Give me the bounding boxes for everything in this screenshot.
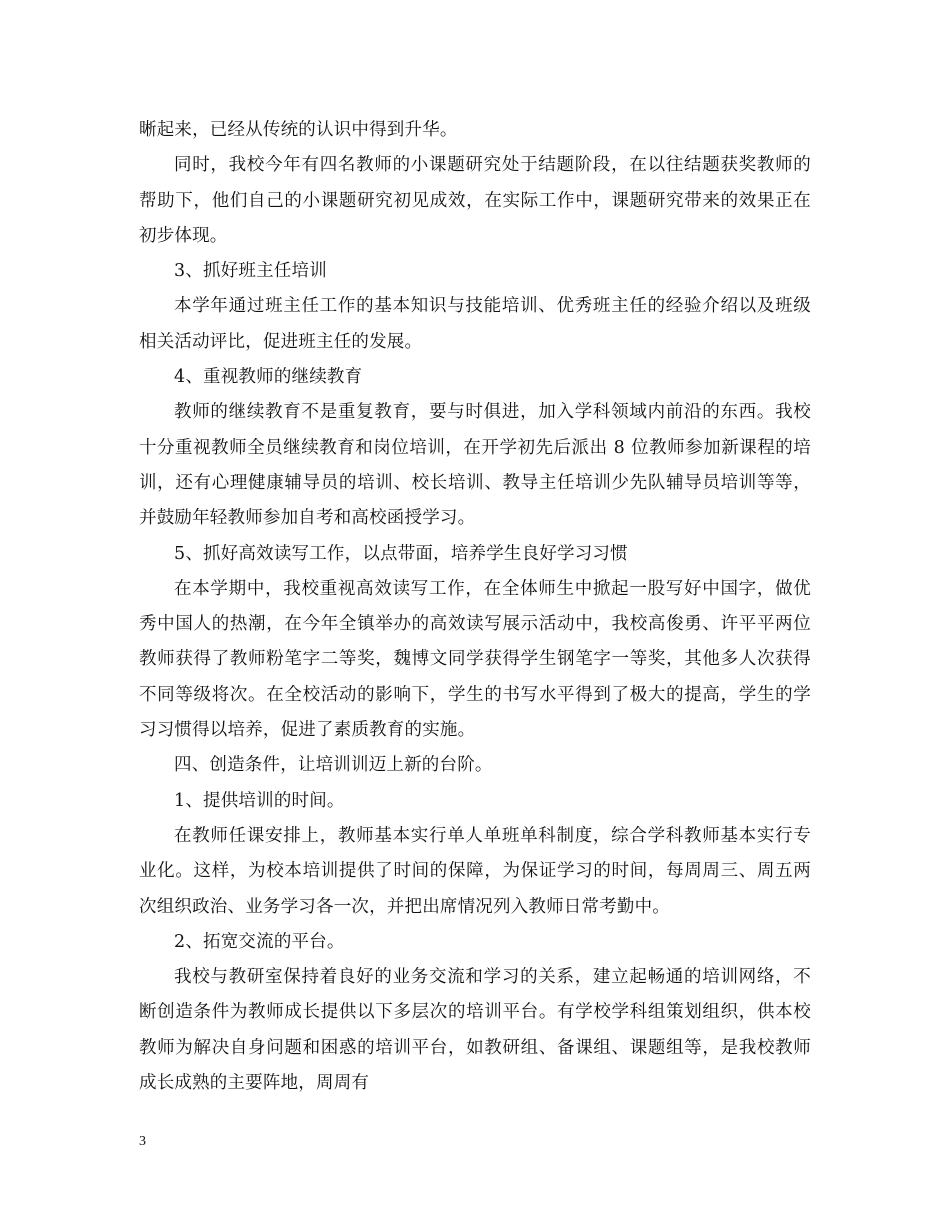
heading-reading-writing: 5、抓好高效读写工作，以点带面，培养学生良好学习习惯 [174, 543, 628, 564]
heading-continuing-education: 4、重视教师的继续教育 [174, 367, 363, 388]
section-heading-conditions: 四、创造条件，让培训训迈上新的台阶。 [174, 755, 493, 776]
heading-exchange-platform: 2、拓宽交流的平台。 [174, 931, 345, 952]
page-number: 3 [139, 1134, 146, 1149]
document-body [139, 113, 811, 1101]
paragraph-training-time: 在教师任课安排上，教师基本实行单人单班单科制度，综合学科教师基本实行专业化。这样，为校本培训提供了时间的保障，为保证学习的时间，每周周三、周五两次组织政治、业务学习各一次，并把出席情况列入教师日常考勤中。 [139, 825, 811, 917]
heading-class-teacher-training: 3、抓好班主任培训 [174, 261, 327, 282]
paragraph-continuation: 晰起来，已经从传统的认识中得到升华。 [139, 120, 458, 140]
paragraph-class-teacher-training: 本学年通过班主任工作的基本知识与技能培训、优秀班主任的经验介绍以及班级相关活动评比，促进班主任的发展。 [139, 296, 811, 352]
paragraph-continuing-education: 教师的继续教育不是重复教育，要与时俱进，加入学科领域内前沿的东西。我校十分重视教师全员继续教育和岗位培训，在开学初先后派出 8 位教师参加新课程的培训，还有心理健康辅导员的培训、校长培训、教导主任培训少先队辅导员培训等等，并鼓励年轻教师参加自考和高校函授学习。 [139, 402, 811, 529]
paragraph-reading-writing: 在本学期中，我校重视高效读写工作，在全体师生中掀起一股写好中国字，做优秀中国人的热潮，在今年全镇举办的高效读写展示活动中，我校高俊勇、许平平两位教师获得了教师粉笔字二等奖，魏博文同学获得学生钢笔字一等奖，其他多人次获得不同等级将次。在全校活动的影响下，学生的书写水平得到了极大的提高，学生的学习习惯得以培养，促进了素质教育的实施。 [139, 578, 811, 741]
paragraph-exchange-platform: 我校与教研室保持着良好的业务交流和学习的关系，建立起畅通的培训网络，不断创造条件为教师成长提供以下多层次的培训平台。有学校学科组策划组织，供本校教师为解决自身问题和困惑的培训平台，如教研组、备课组、课题组等，是我校教师成长成熟的主要阵地，周周有 [139, 967, 811, 1094]
heading-training-time: 1、提供培训的时间。 [174, 790, 345, 811]
paragraph-small-topic-research: 同时，我校今年有四名教师的小课题研究处于结题阶段，在以往结题获奖教师的帮助下，他们自己的小课题研究初见成效，在实际工作中，课题研究带来的效果正在初步体现。 [139, 155, 811, 246]
